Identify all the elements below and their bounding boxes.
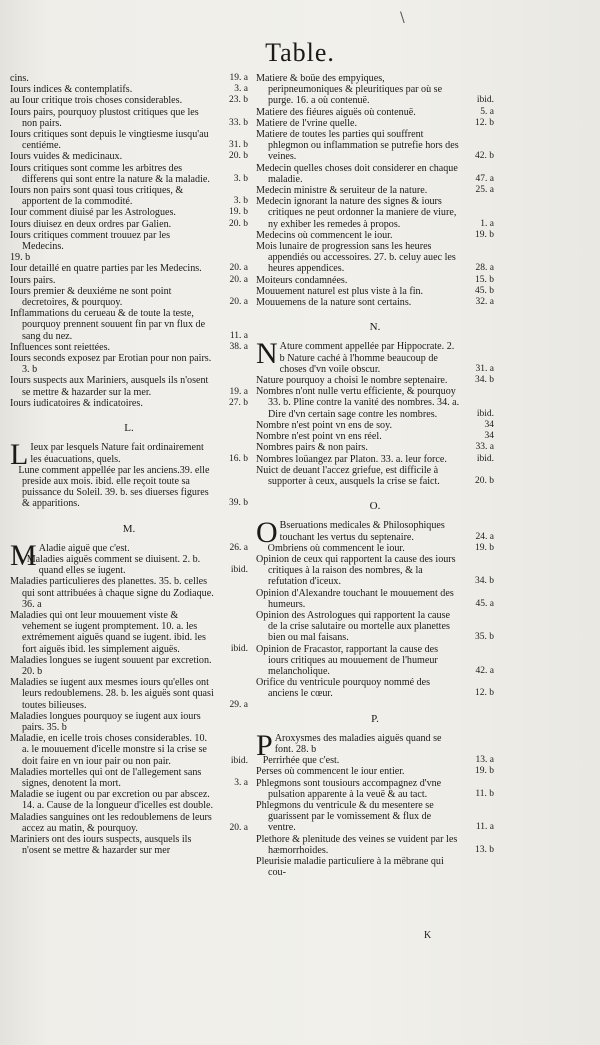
page-reference: 12. b: [475, 117, 494, 128]
entry-text: Iours suspects aux Mariniers, ausquels ils n'osent se mettre & hazarder sur la mer.: [10, 375, 209, 398]
page-reference: 19. b: [475, 229, 494, 240]
page-reference: 20. a: [229, 263, 248, 274]
index-entry: [10, 230, 248, 252]
entry-text: Nature pourquoy a choisi le nombre septenaire.: [256, 375, 448, 387]
entry-text: Lune comment appellée par les anciens.39. elle preside aux mois. ibid. elle reçoit toute sa puissance du Soleil. 39. b. ses diuerses figures & apparitions.: [18, 464, 210, 510]
index-entry: [10, 73, 248, 84]
index-entry: [10, 219, 248, 230]
index-entry: [256, 454, 494, 465]
page-reference: 19. b: [229, 207, 248, 218]
page-title: Table.: [265, 38, 335, 67]
index-entry: [256, 856, 494, 878]
index-entry: [256, 420, 494, 431]
entry-text: Maladie, en icelle trois choses considerables. 10. a. le mouuement d'icelle monstre si la crise se doit faire en vn iour pair ou non pair.: [10, 733, 208, 767]
page-reference: ibid.: [230, 643, 248, 654]
page-reference: 20. b: [229, 151, 248, 162]
entry-text: Medecin ministre & seruiteur de la nature.: [256, 185, 428, 197]
index-entry: [10, 275, 248, 286]
index-entry: [10, 733, 248, 767]
entry-text: Maladies qui ont leur mouuement viste & vehement se iugent promptement. 10. a. les extrémement aiguës quand se iugent. ibid. les fort aiguës ibid. les simplement aiguës.: [10, 609, 206, 655]
page-reference: 34: [484, 419, 494, 430]
entry-text: Nombre n'est point vn ens réel.: [256, 431, 382, 443]
page-reference: 15. b: [475, 274, 494, 285]
page-reference: 35. b: [475, 632, 494, 643]
entry-text: Opinion de ceux qui rapportent la cause des iours critiques à la raison des nombres, & la refutation d'iceux.: [256, 553, 456, 588]
entry-text: Iour detaillé en quatre parties par les Medecins.: [10, 263, 202, 275]
entry-text: Nombres loüangez par Platon. 33. a. leur force.: [256, 453, 447, 465]
entry-text: Iours diuisez en deux ordres par Galien.: [10, 218, 172, 230]
entry-text: Opinion d'Alexandre touchant le mouuement des humeurs.: [256, 587, 454, 610]
entry-text: Iours critiques comment trouuez par les Medecins.: [10, 229, 171, 253]
entry-text: Matiere des fiéures aiguës où contenuë.: [256, 106, 416, 118]
entry-text: Iours pairs, pourquoy plustost critiques que les non pairs.: [10, 106, 199, 129]
entry-text: Ieux par lesquels Nature fait ordinairement les éuacuations, quels.: [30, 442, 204, 465]
page-reference: 13. b: [475, 844, 494, 855]
page-reference: 45. b: [475, 285, 494, 296]
page-reference: 11. a: [229, 330, 248, 341]
index-entry: [256, 375, 494, 386]
page-reference: 28. a: [475, 263, 494, 274]
entry-text: Perses où commencent le iour entier.: [256, 766, 405, 778]
index-entry: [256, 800, 494, 834]
entry-text: Nombres pairs & non pairs.: [256, 442, 368, 454]
page-reference: 25. a: [475, 185, 494, 196]
entry-text: Mariniers ont des iours suspects, ausquels ils n'osent se mettre & hazarder sur mer: [10, 834, 192, 857]
page-reference: 20. b: [229, 218, 248, 229]
index-entry: [256, 778, 494, 800]
entry-text: Orifice du ventricule pourquoy nommé des anciens le cœur.: [256, 677, 431, 700]
page-reference: 23. b: [229, 95, 248, 106]
page-reference: 33. b: [229, 117, 248, 128]
index-entry: [256, 677, 494, 699]
index-entry: [256, 241, 494, 275]
index-entry: [10, 308, 248, 342]
index-entry: [256, 465, 494, 487]
index-entry: [10, 163, 248, 185]
section-letter: O.: [369, 500, 381, 513]
entry-text: Matiere de l'vrine quelle.: [256, 117, 358, 129]
index-entry: [10, 711, 248, 733]
page-reference: 24. a: [475, 531, 494, 542]
index-entry: [256, 163, 494, 185]
page-reference: ibid.: [230, 565, 248, 576]
entry-text: cins.: [10, 73, 29, 84]
index-entry: [10, 151, 248, 162]
entry-text: Maladie se iugent ou par excretion ou par abscez. 14. a. Cause de la longueur d'icelles est double.: [10, 789, 214, 812]
page-reference: 29. a: [229, 699, 248, 710]
index-entry: [256, 297, 494, 308]
page-reference: 12. b: [475, 688, 494, 699]
section-letter: P.: [371, 712, 379, 725]
entry-text: Iours seconds exposez par Erotian pour non pairs. 3. b: [10, 353, 212, 376]
index-column-right: [256, 73, 494, 878]
entry-text: Medecins où commencent le iour.: [256, 229, 393, 241]
index-entry: [256, 118, 494, 129]
page-reference: 3. a: [234, 84, 248, 95]
index-entry: [256, 543, 494, 554]
page-reference: 13. a: [475, 755, 494, 766]
entry-text: Opinion des Astrologues qui rapportent la cause de la crise salutaire ou mortelle aux planettes bien ou mal faisans.: [256, 609, 450, 644]
page-reference: 34. b: [475, 375, 494, 386]
index-entry: [256, 73, 494, 107]
index-entry: [256, 196, 494, 230]
page-reference: 42. a: [475, 665, 494, 676]
index-entry: [10, 465, 248, 510]
corner-mark: \: [400, 10, 405, 26]
index-entry: [256, 386, 494, 420]
page-reference: 34: [484, 431, 494, 442]
index-entry: [256, 588, 494, 610]
catchword: K: [424, 930, 432, 941]
page-reference: 34. b: [475, 576, 494, 587]
page-reference: 16. b: [229, 453, 248, 464]
section-letter: N.: [369, 321, 381, 334]
entry-text: Mouuement naturel est plus viste à la fin.: [256, 285, 424, 297]
entry-text: Mois lunaire de progression sans les heures appendiés ou accessoires. 27. b. celuy auec les heures appendices.: [256, 241, 456, 275]
page-reference: 27. b: [229, 397, 248, 408]
page-reference: 33. a: [475, 442, 494, 453]
page-reference: 47. a: [475, 173, 494, 184]
index-entry: [10, 207, 248, 218]
index-entry: [256, 107, 494, 118]
drop-capital: P: [256, 728, 273, 762]
index-entry: [10, 375, 248, 397]
entry-text: Iours critiques sont depuis le vingtiesme iusqu'au centiéme.: [10, 129, 209, 152]
entry-text: Phlegmons du ventricule & du mesentere se guarissent par le vomissement & flux de ventre.: [256, 799, 434, 834]
entry-text: Maladies longues se iugent souuent par excretion. 20. b: [10, 654, 212, 677]
page-reference: 19. b: [475, 766, 494, 777]
page-reference: 31. b: [229, 140, 248, 151]
page-reference: ibid.: [476, 408, 494, 419]
page-reference: 3. b: [233, 196, 248, 207]
entry-text: Perrirhée que c'est.: [262, 755, 340, 767]
entry-text: Iours non pairs sont quasi tous critiques, & apportent de la commodité.: [10, 185, 184, 208]
page-reference: 1. a: [480, 218, 494, 229]
index-entry: [10, 107, 248, 129]
page-reference: 45. a: [475, 598, 494, 609]
index-entry: [256, 442, 494, 453]
index-column-left: [10, 73, 248, 856]
entry-text: Mouuemens de la nature sont certains.: [256, 297, 412, 309]
page-reference: 31. a: [475, 363, 494, 374]
index-entry: [10, 342, 248, 353]
entry-text: Nombres n'ont nulle vertu efficiente, & pourquoy 33. b. Pline contre la vanité des nombres. 34. a. Dire d'vn certain sage contre les nombres.: [256, 386, 460, 420]
entry-text: Iour comment diuisé par les Astrologues.: [10, 207, 176, 219]
index-entry: [256, 755, 494, 766]
index-entry: [256, 766, 494, 777]
index-entry: [256, 431, 494, 442]
entry-text: Phlegmons sont tousiours accompagnez d'vne pulsation apparente à la veuë & au tact.: [256, 777, 442, 800]
index-entry: [10, 95, 248, 106]
page-reference: 20. a: [229, 274, 248, 285]
index-entry: [10, 767, 248, 789]
page-reference: 11. b: [475, 788, 494, 799]
entry-text: Maladies aiguës comment se diuisent. 2. b. quand elles se iugent.: [26, 553, 201, 577]
index-entry: [10, 263, 248, 274]
index-entry: [10, 398, 248, 409]
index-entry: [10, 834, 248, 856]
entry-text: au Iour critique trois choses considerables.: [10, 95, 183, 107]
page-reference: 20. a: [229, 297, 248, 308]
index-entry: [10, 129, 248, 151]
page-reference: 19. a: [229, 386, 248, 397]
entry-text: Nombre n'est point vn ens de soy.: [256, 419, 393, 431]
entry-text: Pleurisie maladie particuliere à la mëbrane qui cou-: [256, 856, 444, 879]
entry-text: Ombriens où commencent le iour.: [267, 542, 405, 554]
page-reference: 32. a: [475, 297, 494, 308]
index-entry: [256, 286, 494, 297]
index-entry: [256, 230, 494, 241]
entry-text: Iours iudicatoires & indicatoires.: [10, 397, 143, 409]
index-entry: [256, 644, 494, 678]
entry-text: Iours pairs.: [10, 274, 56, 286]
entry-text: Maladies se iugent aux mesmes iours qu'elles ont leurs redoublemens. 28. b. les aiguës sont quasi toutes bilieuses.: [10, 677, 214, 711]
entry-text: Matiere & boüe des empyiques, peripneumoniques & pleuritiques par où se purge. 16. a où contenuë.: [256, 73, 443, 107]
index-entry: [10, 677, 248, 711]
page-reference: 3. b: [233, 173, 248, 184]
drop-capital: N: [256, 337, 278, 371]
entry-text: Iours critiques sont comme les arbitres des differens qui sont entre la nature & la maladie.: [10, 162, 210, 185]
entry-text: Influences sont reiettées.: [10, 341, 111, 353]
entry-text: Bseruations medicales & Philosophiques touchant les vertus du septenaire.: [279, 520, 445, 543]
index-entry: [10, 353, 248, 375]
page-reference: ibid.: [476, 453, 494, 464]
page-reference: 39. b: [229, 498, 248, 509]
section-letter: M.: [122, 522, 136, 535]
index-entry: [10, 789, 248, 811]
index-entry: [256, 129, 494, 163]
entry-text: Aladie aiguë que c'est.: [38, 542, 130, 554]
entry-text: Medecin quelles choses doit considerer en chaque maladie.: [256, 162, 458, 185]
index-entry: [10, 812, 248, 834]
index-entry: [10, 84, 248, 95]
page-reference: 19. b: [475, 542, 494, 553]
index-entry: [256, 275, 494, 286]
index-entry: [256, 610, 494, 644]
entry-text: Plethore & plenitude des veines se vuident par les hæmorrhoides.: [256, 833, 458, 856]
entry-text: Opinion de Fracastor, rapportant la cause des iours critiques au mouuement de l'humeur melancholique.: [256, 643, 439, 677]
index-entry: [10, 286, 248, 308]
section-letter: L.: [124, 422, 134, 435]
drop-capital: L: [10, 438, 29, 472]
index-entry: [256, 185, 494, 196]
page-reference: 3. a: [234, 777, 248, 788]
page-reference: 38. a: [229, 341, 248, 352]
entry-text: 19. b: [10, 252, 31, 264]
entry-text: Matiere de toutes les parties qui souffrent phlegmon ou inflammation se putrefie hors des veines.: [256, 129, 459, 163]
page-reference: 20. a: [229, 822, 248, 833]
index-entry: [10, 554, 248, 576]
drop-capital: M: [10, 538, 37, 572]
entry-text: Nuict de deuant l'accez griefue, est difficile à supporter à ceux, ausquels la crise se faict.: [256, 464, 440, 487]
index-entry: [256, 337, 494, 375]
index-entry: [10, 185, 248, 207]
page-reference: ibid.: [476, 95, 494, 106]
index-entry: [10, 610, 248, 655]
entry-text: Maladies particulieres des planettes. 35. b. celles qui sont attribuées à chaque signe du Zodiaque. 36. a: [10, 576, 214, 610]
page-reference: 26. a: [229, 542, 248, 553]
entry-text: Medecin ignorant la nature des signes & iours critiques ne peut ordonner la maniere de viure, ny exhiber les remedes à propos.: [256, 196, 457, 230]
index-entry: [10, 655, 248, 677]
index-entry: [256, 834, 494, 856]
entry-text: Iours vuides & medicinaux.: [10, 151, 123, 163]
page-reference: 11. a: [475, 822, 494, 833]
entry-text: Maladies longues pourquoy se iugent aux iours pairs. 35. b: [10, 710, 201, 733]
index-entry: [10, 576, 248, 610]
page-reference: 5. a: [480, 106, 494, 117]
entry-text: Iours premier & deuxiéme ne sont point decretoires, & pourquoy.: [10, 285, 172, 309]
entry-text: Ature comment appellée par Hippocrate. 2. b Nature caché à l'homme beaucoup de choses d'vn voile obscur.: [279, 341, 455, 375]
entry-text: Iours indices & contemplatifs.: [10, 84, 133, 96]
entry-text: Maladies sanguines ont les redoublemens de leurs accez au matin, & pourquoy.: [10, 811, 212, 834]
page-reference: 19. a: [229, 73, 248, 83]
entry-text: Maladies mortelles qui ont de l'allegement sans signes, denotent la mort.: [10, 766, 202, 789]
page-reference: 42. b: [475, 151, 494, 162]
index-entry: [10, 438, 248, 472]
entry-text: Moiteurs condamnées.: [256, 274, 348, 286]
page-reference: 20. b: [475, 475, 494, 486]
entry-text: Aroxysmes des maladies aiguës quand se font. 28. b: [274, 732, 442, 755]
drop-capital: O: [256, 516, 278, 550]
index-entry: [10, 252, 248, 263]
page-reference: ibid.: [230, 755, 248, 766]
index-entry: [256, 554, 494, 588]
entry-text: Inflammations du cerueau & de toute la teste, pourquoy prennent souuent fin par vn flux de sang du nez.: [10, 308, 206, 342]
